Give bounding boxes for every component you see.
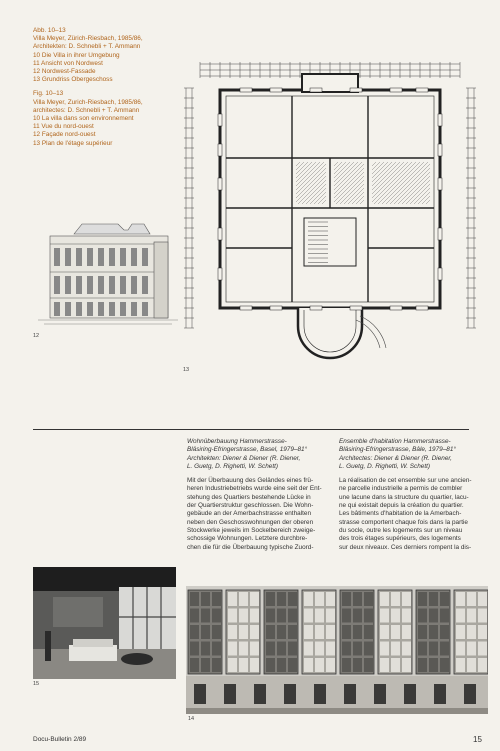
caption-de-item: 10 Die Villa in ihrer Umgebung: [33, 51, 120, 59]
article-german: [187, 438, 335, 552]
figure-number-14: 14: [188, 716, 195, 722]
caption-de-item: 13 Grundriss Obergeschoss: [33, 76, 113, 84]
article-de-heading: Wohnüberbauung Hammerstrasse- Bläsiring-Efringerstrasse, Basel, 1979–81° Architekten: Diener & Diener (R. Diener, L. Guetg, D. Righetti, W. Schett): [187, 438, 308, 470]
caption-fr-item: 12 Façade nord-ouest: [33, 131, 96, 139]
caption-fr-item: 11 Vue du nord-ouest: [33, 123, 94, 131]
figure-number-12: 12: [33, 333, 40, 339]
caption-de-line2: Villa Meyer, Zürich-Riesbach, 1985/86,: [33, 35, 143, 43]
article-de-body: Mit der Überbauung des Geländes eines frü- heren Industriebetriebs wurde eine seit der Ent- stehung des Quartiers bestehende Lücke in der Quartierstruktur geschlossen. Die Wohn- gebäude an der Amerbachstrasse enthalten neben den Geschosswohnungen der oberen Stockwerke jeweils im Sockelbereich zweige- schossige Wohnungen. Letztere durchbre- chen die für die Überbauung typische Zuord-: [187, 477, 322, 551]
figure-number-13: 13: [183, 367, 190, 373]
facade-drawing: [32, 216, 182, 332]
caption-fr-line3: architectes: D. Schnebli + T. Ammann: [33, 106, 140, 114]
article-fr-body: La réalisation de cet ensemble sur une ancien- ne parcelle industrielle a permis de combler une lacune dans la structure du quartier, lacu- ne qui existait depuis la création du quartier. Les bâtiments d'habitation de la Amerbach- strasse comportent chaque fois dans la partie du socle, outre les logements sur un niveau des trois étages supérieurs, des logements sur deux niveaux. Ces derniers rompent la dis-: [339, 477, 472, 551]
footer-publication: Docu-Bulletin 2/89: [33, 736, 87, 743]
section-divider: [33, 429, 469, 430]
article-fr-heading: Ensemble d'habitation Hammerstrasse- Bläsiring-Efringerstrasse, Bâle, 1979–81° Architectes: Diener & Diener (R. Diener, L. Guetg, D. Righetti, W. Schett): [339, 438, 456, 470]
caption-de-line3: Architekten: D. Schnebli + T. Ammann: [33, 43, 141, 51]
caption-de-item: 12 Nordwest-Fassade: [33, 68, 96, 76]
caption-de-line1: Abb. 10–13: [33, 27, 66, 34]
caption-german: [33, 27, 143, 148]
caption-de-item: 11 Ansicht von Nordwest: [33, 59, 103, 67]
figure-number-15: 15: [33, 681, 40, 687]
interior-photo: [33, 567, 176, 679]
housing-facade-photo: [186, 586, 488, 714]
article-french: [339, 438, 489, 552]
caption-fr-item: 13 Plan de l'étage supérieur: [33, 139, 113, 147]
floor-plan: [180, 58, 480, 364]
page-number: 15: [473, 735, 482, 744]
caption-fr-line1: Fig. 10–13: [33, 90, 64, 98]
caption-fr-item: 10 La villa dans son environnement: [33, 115, 134, 123]
caption-fr-line2: Villa Meyer, Zurich-Riesbach, 1985/86,: [33, 98, 143, 106]
